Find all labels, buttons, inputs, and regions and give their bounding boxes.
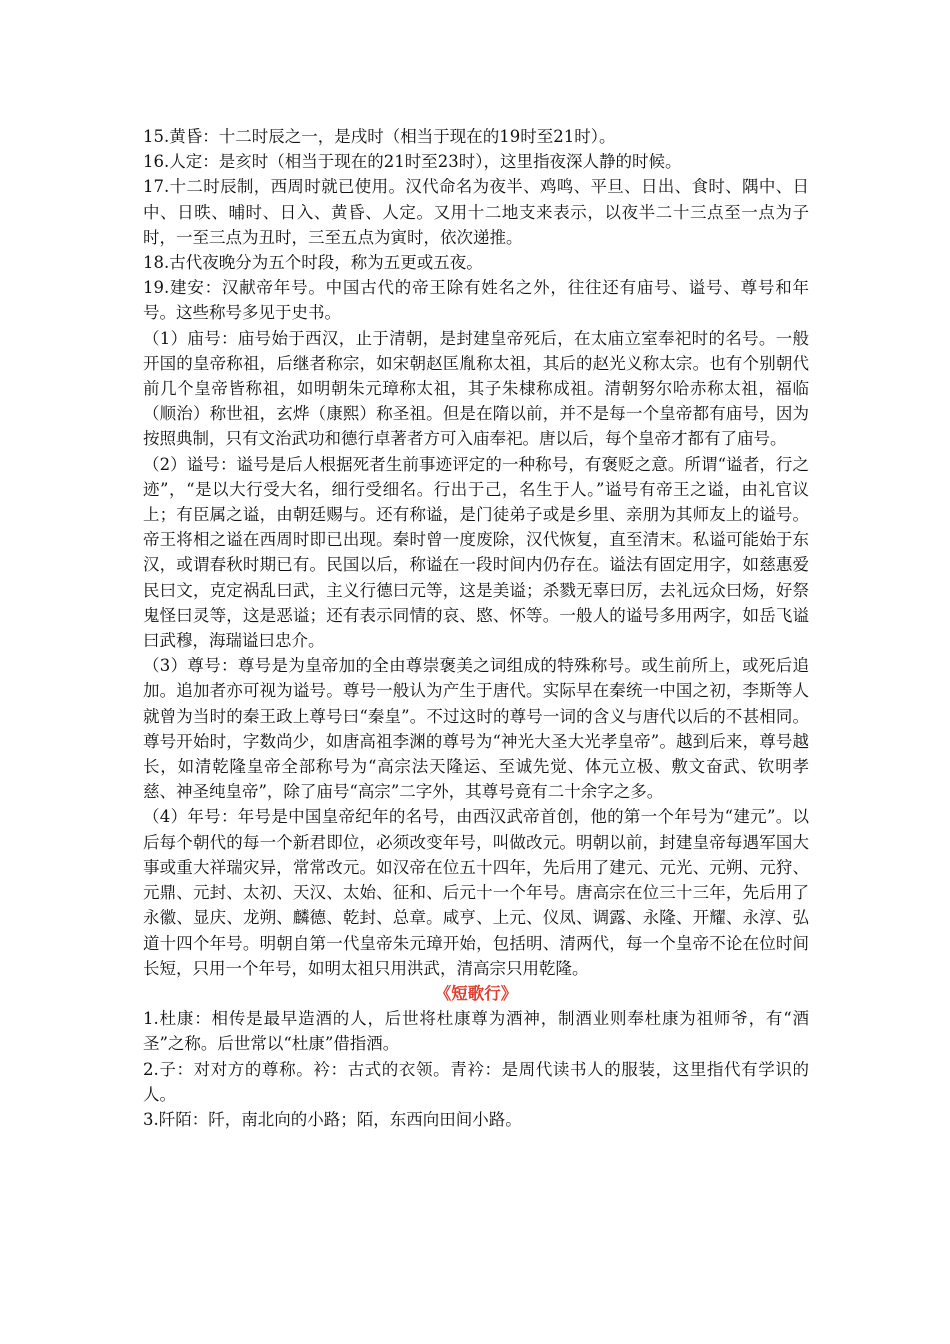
note-16: 16.人定：是亥时（相当于现在的21时至23时），这里指夜深人静的时候。 bbox=[143, 152, 682, 172]
poem-note-1: 1.杜康：相传是最早造酒的人，后世将杜康尊为酒神，制酒业则奉杜康为祖师爷，有“酒圣”之称。后世常以“杜康”借指酒。 bbox=[143, 1009, 809, 1054]
note-19-temple-name: （1）庙号：庙号始于西汉，止于清朝，是封建皇帝死后，在太庙立室奉祀时的名号。一般开国的皇帝称祖，后继者称宗，如宋朝赵匡胤称太祖，其后的赵光义称太宗。也有个别朝代前几个皇帝皆称祖，如明朝朱元璋称太祖，其子朱棣称成祖。清朝努尔哈赤称太祖，福临（顺治）称世祖，玄烨（康熙）称圣祖。但是在隋以前，并不是每一个皇帝都有庙号，因为按照典制，只有文治武功和德行卓著者方可入庙奉祀。唐以后，每个皇帝才都有了庙号。 bbox=[143, 328, 809, 449]
note-19-honorific-title: （3）尊号：尊号是为皇帝加的全由尊崇褒美之词组成的特殊称号。或生前所上，或死后追加。追加者亦可视为谥号。尊号一般认为产生于唐代。实际早在秦统一中国之初，李斯等人就曾为当时的秦王政上尊号曰“秦皇”。不过这时的尊号一词的含义与唐代以后的不甚相同。尊号开始时，字数尚少，如唐高祖李渊的尊号为“神光大圣大光孝皇帝”。越到后来，尊号越长，如清乾隆皇帝全部称号为“高宗法天隆运、至诚先觉、体元立极、敷文奋武、钦明孝慈、神圣纯皇帝”，除了庙号“高宗”二字外，其尊号竟有二十余字之多。 bbox=[143, 656, 809, 802]
poem-note-2: 2.子：对对方的尊称。衿：古式的衣领。青衿：是周代读书人的服装，这里指代有学识的人。 bbox=[143, 1059, 809, 1104]
note-15: 15.黄昏：十二时辰之一，是戌时（相当于现在的19时至21时）。 bbox=[143, 127, 616, 146]
note-17: 17.十二时辰制，西周时就已使用。汉代命名为夜半、鸡鸣、平旦、日出、食时、隅中、日中、日昳、晡时、日入、黄昏、人定。又用十二地支来表示，以夜半二十三点至一点为子时，一至三点为丑时，三至五点为寅时，依次递推。 bbox=[143, 177, 809, 247]
poem-note-3: 3.阡陌：阡，南北向的小路；陌，东西向田间小路。 bbox=[143, 1109, 522, 1129]
note-19: 19.建安：汉献帝年号。中国古代的帝王除有姓名之外，往往还有庙号、谥号、尊号和年号。这些称号多见于史书。 bbox=[143, 278, 809, 323]
note-19-posthumous-name: （2）谥号：谥号是后人根据死者生前事迹评定的一种称号，有褒贬之意。所谓“谥者，行之迹”，“是以大行受大名，细行受细名。行出于己，名生于人。”谥号有帝王之谥，由礼官议上；有臣属之谥，由朝廷赐与。还有称谥，是门徒弟子或是乡里、亲朋为其师友上的谥号。帝王将相之谥在西周时即已出现。秦时曾一度废除，汉代恢复，直至清末。私谥可能始于东汉，或谓春秋时期已有。民国以后，称谥在一段时间内仍存在。谥法有固定用字，如慈惠爱民曰文，克定祸乱曰武，主义行德曰元等，这是美谥；杀戮无辜曰厉，去礼远众曰炀，好祭鬼怪曰灵等，这是恶谥；还有表示同情的哀、愍、怀等。一般人的谥号多用两字，如岳飞谥曰武穆，海瑞谥曰忠介。 bbox=[143, 454, 809, 651]
note-18: 18.古代夜晚分为五个时段，称为五更或五夜。 bbox=[143, 253, 483, 273]
note-19-era-name: （4）年号：年号是中国皇帝纪年的名号，由西汉武帝首创，他的第一个年号为“建元”。以后每个朝代的每一个新君即位，必须改变年号，叫做改元。明朝以前，封建皇帝每遇军国大事或重大祥瑞灾异，常常改元。如汉帝在位五十四年，先后用了建元、元光、元朔、元狩、元鼎、元封、太初、天汉、太始、征和、后元十一个年号。唐高宗在位三十三年，先后用了永徽、显庆、龙朔、麟德、乾封、总章。咸亨、上元、仪凤、调露、永隆、开耀、永淳、弘道十四个年号。明朝自第一代皇帝朱元璋开始，包括明、清两代，每一个皇帝不论在位时间长短，只用一个年号，如明太祖只用洪武，清高宗只用乾隆。 bbox=[143, 807, 809, 978]
section-title: 《短歌行》 bbox=[434, 983, 518, 1003]
document-body bbox=[143, 124, 809, 1132]
